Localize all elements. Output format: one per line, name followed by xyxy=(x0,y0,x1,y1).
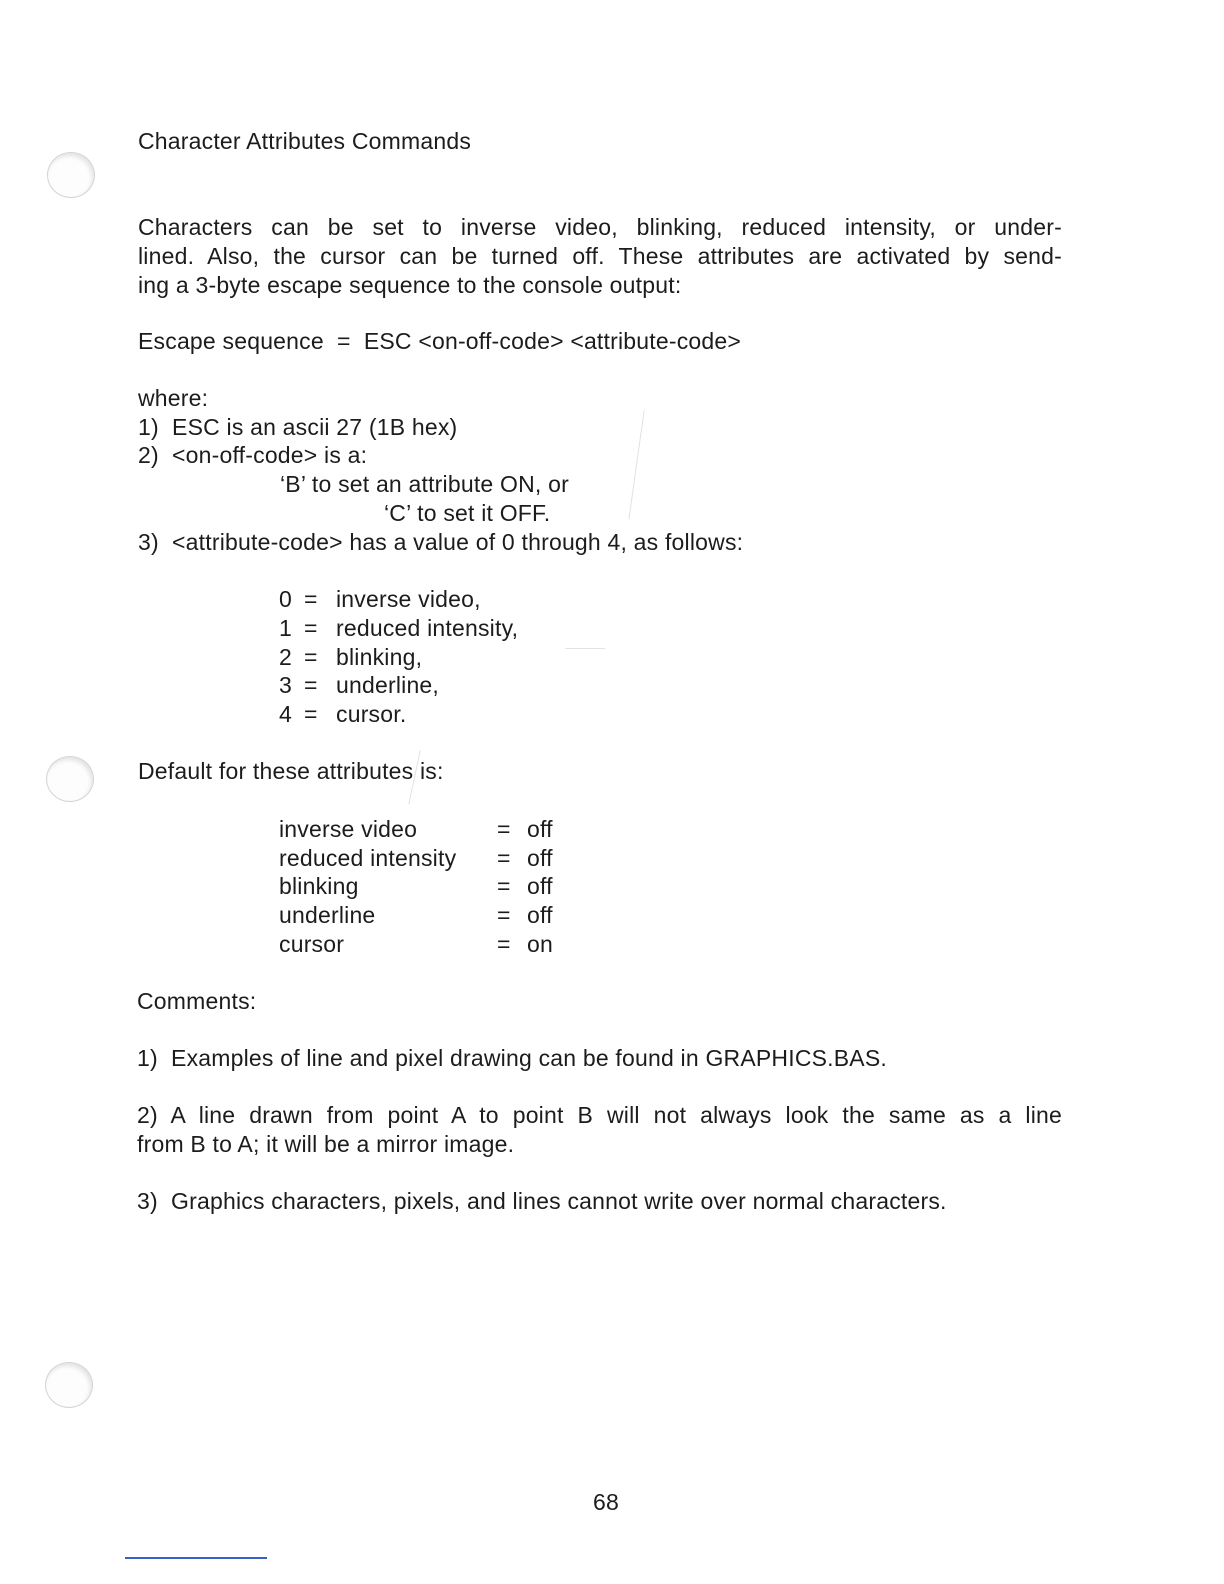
comment-3: 3) Graphics characters, pixels, and lines cannot write over normal characters. xyxy=(137,1188,947,1214)
comment-1: 1) Examples of line and pixel drawing can be found in GRAPHICS.BAS. xyxy=(137,1045,887,1071)
equals-sign: = xyxy=(497,816,511,842)
default-attribute-value: on xyxy=(527,931,553,957)
equals-sign: = xyxy=(304,701,318,727)
where-item: 1) ESC is an ascii 27 (1B hex) xyxy=(138,414,458,440)
default-attribute-name: cursor xyxy=(279,931,345,957)
equals-sign: = xyxy=(304,672,318,698)
section-heading: Character Attributes Commands xyxy=(138,128,472,154)
page-number: 68 xyxy=(593,1489,619,1515)
equals-sign: = xyxy=(304,615,318,641)
pencil-mark xyxy=(628,410,644,519)
on-code-line: ‘B’ to set an attribute ON, or xyxy=(280,471,569,497)
equals-sign: = xyxy=(497,902,511,928)
off-code-line: ‘C’ to set it OFF. xyxy=(384,500,551,526)
default-attribute-name: blinking xyxy=(279,873,359,899)
intro-paragraph xyxy=(138,213,1062,300)
bottom-edge-mark xyxy=(125,1557,267,1559)
comment-2 xyxy=(137,1101,1062,1159)
where-item: 2) <on-off-code> is a: xyxy=(138,442,368,468)
intro-line: ing a 3-byte escape sequence to the console output: xyxy=(138,272,682,298)
default-attribute-name: underline xyxy=(279,902,376,928)
punch-hole-bottom xyxy=(45,1362,93,1408)
default-attribute-name: inverse video xyxy=(279,816,418,842)
default-attribute-name: reduced intensity xyxy=(279,845,457,871)
comment-2-line: 2) A line drawn from point A to point B will not always look the same as a line xyxy=(137,1102,1062,1128)
equals-sign: = xyxy=(497,931,511,957)
intro-line: lined. Also, the cursor can be turned off. These attributes are activated by send- xyxy=(138,243,1062,269)
equals-sign: = xyxy=(497,873,511,899)
equals-sign: = xyxy=(304,586,318,612)
attribute-code-desc: cursor. xyxy=(336,701,407,727)
equals-sign: = xyxy=(304,644,318,670)
punch-hole-middle xyxy=(46,756,94,802)
comments-label: Comments: xyxy=(137,988,257,1014)
equals-sign: = xyxy=(497,845,511,871)
default-attribute-value: off xyxy=(527,902,553,928)
intro-line: Characters can be set to inverse video, blinking, reduced intensity, or under- xyxy=(138,214,1062,240)
punch-hole-top xyxy=(47,152,95,198)
escape-sequence-line: Escape sequence = ESC <on-off-code> <attribute-code> xyxy=(138,328,742,354)
where-label: where: xyxy=(138,385,209,411)
default-attribute-value: off xyxy=(527,873,553,899)
attribute-code-number: 2 xyxy=(279,644,292,670)
attribute-code-number: 4 xyxy=(279,701,292,727)
attribute-code-number: 3 xyxy=(279,672,292,698)
attribute-code-desc: blinking, xyxy=(336,644,423,670)
attribute-code-number: 1 xyxy=(279,615,292,641)
attribute-code-desc: inverse video, xyxy=(336,586,481,612)
default-attribute-value: off xyxy=(527,845,553,871)
attribute-code-number: 0 xyxy=(279,586,292,612)
default-label: Default for these attributes is: xyxy=(138,758,444,784)
pencil-mark xyxy=(565,648,605,649)
comment-2-line: from B to A; it will be a mirror image. xyxy=(137,1131,515,1157)
attribute-code-intro: 3) <attribute-code> has a value of 0 through 4, as follows: xyxy=(138,529,744,555)
attribute-code-desc: underline, xyxy=(336,672,440,698)
attribute-code-desc: reduced intensity, xyxy=(336,615,519,641)
default-attribute-value: off xyxy=(527,816,553,842)
